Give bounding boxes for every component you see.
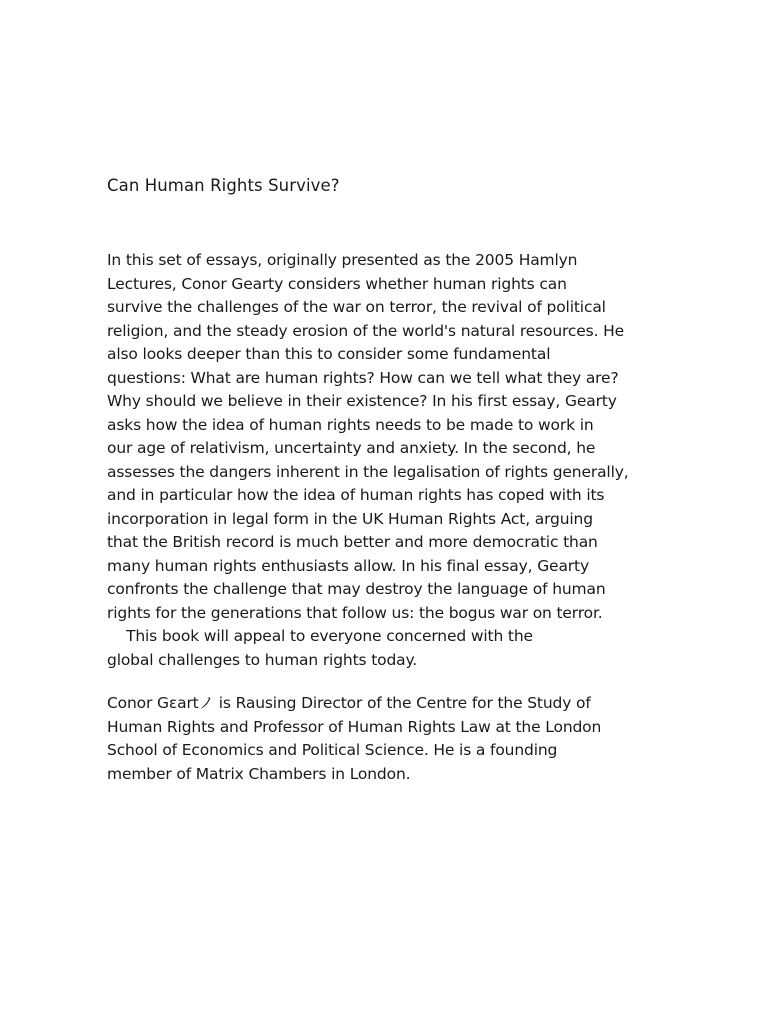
description-line: asks how the idea of human rights needs to be made to work in [107, 415, 594, 434]
description-line: assesses the dangers inherent in the legalisation of rights generally, [107, 462, 629, 481]
description-line: confronts the challenge that may destroy the language of human [107, 580, 606, 598]
bio-line: Human Rights and Professor of Human Rights Law at the London [107, 717, 602, 736]
description-line: questions: What are human rights? How can we tell what they are? [107, 368, 619, 387]
description-line: This book will appeal to everyone concerned with the [126, 627, 533, 645]
description-line: and in particular how the idea of human rights has coped with its [107, 486, 605, 504]
description-line: incorporation in legal form in the UK Human Rights Act, arguing [107, 509, 593, 528]
description-line: rights for the generations that follow us: the bogus war on terror. [107, 603, 603, 622]
description-line: survive the challenges of the war on terror, the revival of political [107, 298, 606, 316]
bio-line: School of Economics and Political Science. He is a founding [107, 741, 558, 759]
description-line: Why should we believe in their existence? In his first essay, Gearty [107, 392, 617, 410]
description-line: our age of relativism, uncertainty and anxiety. In the second, he [107, 439, 596, 457]
description-line: Lectures, Conor Gearty considers whether human rights can [107, 274, 567, 293]
description-line: In this set of essays, originally presented as the 2005 Hamlyn [107, 251, 578, 269]
bio-line: Conor Gεartノ is Rausing Director of the Centre for the Study of [107, 694, 591, 712]
bio-line: member of Matrix Chambers in London. [107, 764, 411, 783]
description-line: that the British record is much better and more democratic than [107, 533, 598, 551]
book-description [107, 249, 647, 672]
author-bio [107, 692, 647, 786]
description-line: also looks deeper than this to consider some fundamental [107, 345, 551, 363]
description-line: many human rights enthusiasts allow. In his final essay, Gearty [107, 556, 589, 575]
book-title: Can Human Rights Survive? [107, 176, 340, 195]
description-line: global challenges to human rights today. [107, 650, 418, 669]
description-line: religion, and the steady erosion of the world's natural resources. He [107, 321, 625, 340]
